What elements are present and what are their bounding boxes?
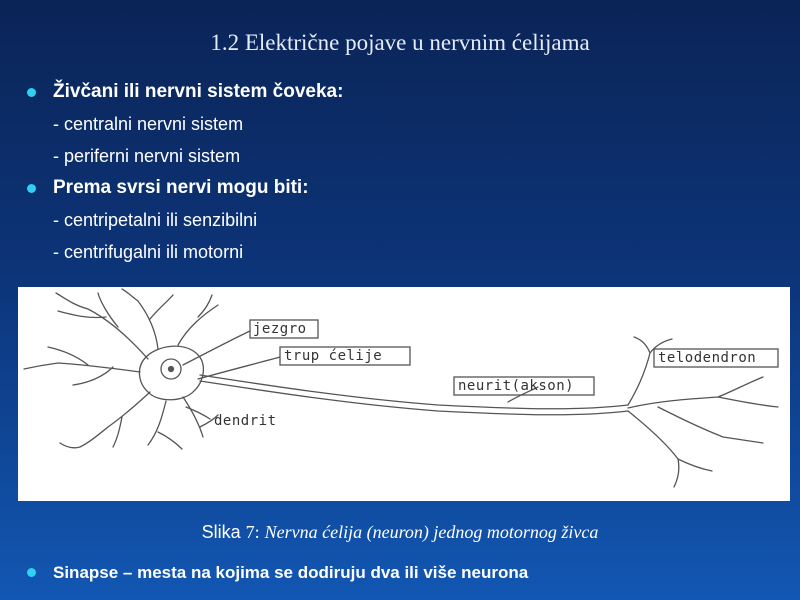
neuron-figure [18, 287, 790, 501]
sub-item-text: - centrifugalni ili motorni [53, 242, 244, 262]
figure-caption [0, 522, 800, 543]
cell-body-pointer [198, 357, 280, 379]
bullet-text: Živčani ili nervni sistem čoveka: [53, 81, 344, 102]
sub-item [22, 110, 782, 142]
bullet-list [22, 78, 782, 270]
sub-item [22, 142, 782, 174]
cell-body-outline [139, 346, 203, 400]
bullet-item [22, 560, 782, 588]
dendrite-pointer [186, 407, 210, 419]
sub-item [22, 238, 782, 270]
sub-item [22, 206, 782, 238]
label-dendrite: dendrit [214, 413, 277, 429]
bullet-text: Sinapse – mesta na kojima se dodiruju dva ili više neurona [53, 563, 529, 582]
neuron-drawing [18, 287, 790, 501]
bullet-icon [27, 88, 36, 97]
caption-prefix: Slika [201, 522, 241, 542]
caption-number: 7: [245, 522, 260, 542]
label-axon: neurit(akson) [458, 378, 575, 394]
label-nucleus: jezgro [253, 321, 307, 337]
bullet-text: Prema svrsi nervi mogu biti: [53, 177, 309, 198]
sub-item-text: - centripetalni ili senzibilni [53, 210, 258, 230]
label-cell-body: trup ćelije [284, 348, 383, 364]
bullet-item [22, 78, 782, 110]
bullet-icon [27, 184, 36, 193]
sub-item-text: - periferni nervni sistem [53, 146, 241, 166]
bullet-icon [27, 568, 36, 577]
caption-text: Nervna ćelija (neuron) jednog motornog živca [264, 522, 599, 542]
label-telodendron: telodendron [658, 350, 757, 366]
slide-title: 1.2 Električne pojave u nervnim ćelijama [210, 30, 590, 55]
sub-item-text: - centralni nervni sistem [53, 114, 244, 134]
nucleus-pointer [183, 331, 250, 365]
bullet-item [22, 174, 782, 206]
